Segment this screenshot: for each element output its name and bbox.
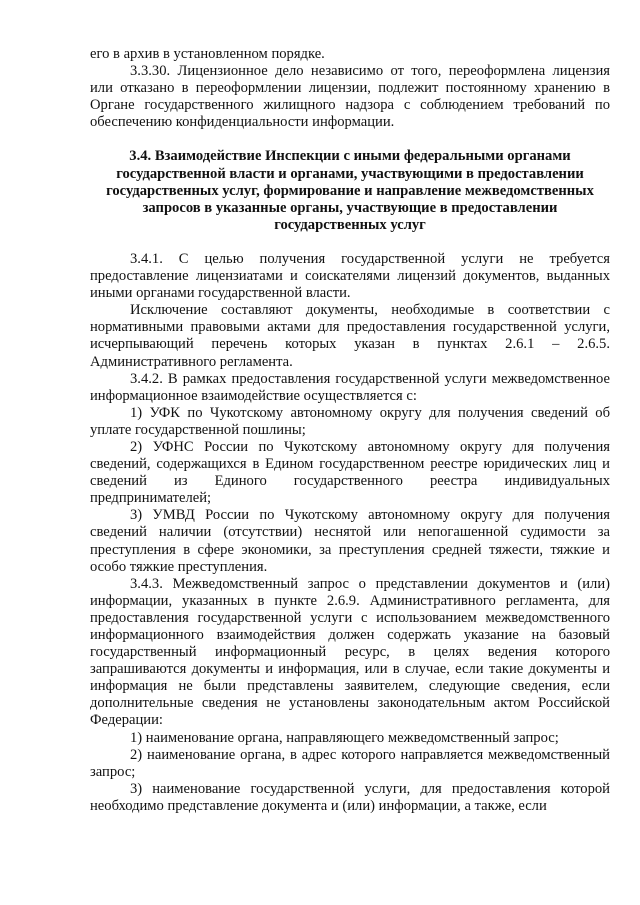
paragraph-3-4-2: 3.4.2. В рамках предоставления государственной услуги межведомственное информационное взаимодействие осуществляется с: — [90, 370, 610, 404]
paragraph-3-4-3: 3.4.3. Межведомственный запрос о представлении документов и (или) информации, указанных в пункте 2.6.9. Административного регламента, для предоставления государственной услуги с использованием межведомственного информационного взаимодействия должен содержать указание на базовый государственный информационный ресурс, в целях ведения которого запрашиваются документы и информация, или в случае, если такие документы и информация не были представлены заявителем, следующие сведения, если дополнительные сведения не установлены законодательным актом Российской Федерации: — [90, 575, 610, 729]
list-item-umvd: 3) УМВД России по Чукотскому автономному округу для получения сведений наличии (отсутствии) неснятой или непогашенной судимости за преступления в сфере экономики, за преступления средней тяжести, тяжкие и особо тяжкие преступления. — [90, 507, 610, 575]
paragraph-archive: его в архив в установленном порядке. — [90, 46, 325, 62]
paragraph-exception: Исключение составляют документы, необходимые в соответствии с нормативными правовыми актами для предоставления государственной услуги, исчерпывающий перечень которых указан в пунктах 2.6.1 – 2.6.5. Административного регламента. — [90, 302, 610, 370]
list-item-service-name: 3) наименование государственной услуги, для предоставления которой необходимо представление документа и (или) информации, а также, если — [90, 780, 610, 814]
list-item-organ-name: 1) наименование органа, направляющего межведомственный запрос; — [130, 729, 559, 746]
paragraph-3-3-30: 3.3.30. Лицензионное дело независимо от того, переоформлена лицензия или отказано в переоформлении лицензии, подлежит постоянному хранению в Органе государственного жилищного надзора с соблюдением требований по обеспечению конфиденциальности информации. — [90, 63, 610, 131]
paragraph-3-4-1: 3.4.1. С целью получения государственной услуги не требуется предоставление лицензиатами и соискателями лицензий документов, выданных иными органами государственной власти. — [90, 250, 610, 302]
section-heading-3-4 — [90, 148, 610, 233]
list-item-recipient-organ: 2) наименование органа, в адрес которого направляется межведомственный запрос; — [90, 746, 610, 780]
list-item-ufns: 2) УФНС России по Чукотскому автономному округу для получения сведений, содержащихся в Едином государственном реестре юридических лиц и сведений из Единого государственного реестра индивидуальных предпринимателей; — [90, 438, 610, 507]
section-heading-text: 3.4. Взаимодействие Инспекции с иными федеральными органами государственной власти и органами, участвующими в предоставлении государственных услуг, формирование и направление межведомственных запросов в указанные органы, участвующие в предоставлении государственных услуг — [106, 148, 594, 233]
list-item-ufk: 1) УФК по Чукотскому автономному округу для получения сведений об уплате государственной пошлины; — [90, 404, 610, 438]
